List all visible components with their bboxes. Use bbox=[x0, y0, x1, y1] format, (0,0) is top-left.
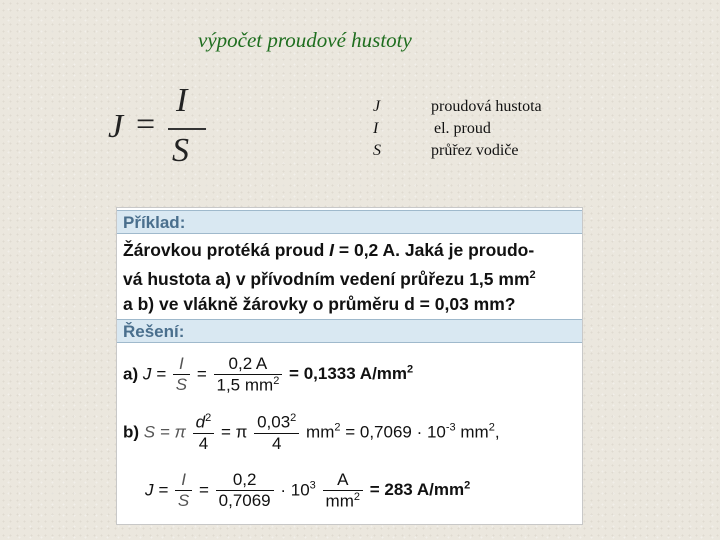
example-header-label: Příklad: bbox=[123, 213, 186, 232]
formula-equals: = bbox=[136, 106, 156, 143]
numerator: 0,2 bbox=[232, 470, 257, 490]
exponent: 2 bbox=[205, 412, 212, 424]
formula-lhs: J bbox=[108, 108, 124, 145]
current-density-formula bbox=[108, 82, 218, 178]
result-c bbox=[370, 480, 470, 499]
numerator: 0,03 bbox=[257, 412, 291, 432]
eq-lhs: J = bbox=[145, 480, 169, 500]
exponent: 2 bbox=[488, 421, 495, 434]
result-b: = 0,7069 · 10 bbox=[345, 422, 446, 442]
legend-symbol: S bbox=[373, 142, 381, 159]
exponent: 3 bbox=[309, 479, 316, 492]
legend-meaning: průřez vodiče bbox=[431, 142, 519, 159]
part-label: a) bbox=[215, 268, 231, 289]
exponent: 2 bbox=[529, 269, 536, 281]
numerator: 0,2 A bbox=[228, 354, 268, 373]
example-line bbox=[123, 263, 581, 292]
fraction bbox=[323, 470, 363, 512]
textbook-example-panel bbox=[116, 207, 583, 525]
fraction bbox=[214, 354, 283, 396]
solution-equation-b bbox=[123, 412, 500, 454]
solution-header bbox=[117, 319, 582, 343]
unit: mm bbox=[455, 422, 489, 442]
text: a bbox=[123, 293, 138, 314]
exponent: -3 bbox=[445, 421, 456, 434]
part-label: b) bbox=[123, 422, 140, 442]
formula-numerator: I bbox=[176, 82, 188, 119]
legend-meaning: el. proud bbox=[434, 120, 491, 137]
unit: mm bbox=[306, 422, 335, 442]
legend-symbol: I bbox=[373, 120, 379, 137]
eq-lhs: J = bbox=[142, 364, 167, 384]
legend-meaning: proudová hustota bbox=[431, 98, 542, 115]
fraction bbox=[173, 354, 190, 395]
example-text bbox=[123, 238, 581, 317]
text: ve vlákně žárovky o průměru d = 0,03 mm? bbox=[154, 293, 516, 314]
denominator: S bbox=[173, 374, 190, 395]
equals-pi: = π bbox=[220, 422, 248, 442]
fraction bbox=[216, 470, 274, 511]
text: = 0,2 A. Jaká je proudo- bbox=[334, 240, 535, 260]
slide-title: výpočet proudové hustoty bbox=[198, 28, 412, 52]
eq-lhs: S = π bbox=[143, 422, 186, 442]
text: vá hustota bbox=[123, 268, 216, 289]
equals: = bbox=[196, 364, 207, 384]
exponent: 2 bbox=[464, 479, 471, 492]
variable: I bbox=[329, 240, 335, 260]
denominator: 1,5 mm bbox=[216, 375, 274, 395]
result-text: = 0,1333 A/mm bbox=[289, 364, 408, 384]
numerator: d bbox=[195, 412, 206, 432]
result-a bbox=[289, 364, 413, 383]
text: Žárovkou protéká proud bbox=[123, 240, 330, 260]
example-line bbox=[123, 292, 581, 317]
solution-equation-a bbox=[123, 354, 413, 396]
numerator: A bbox=[337, 470, 349, 489]
legend-symbol: J bbox=[373, 98, 381, 115]
fraction bbox=[254, 412, 299, 454]
denominator: 0,7069 bbox=[216, 490, 274, 511]
solution-equation-c bbox=[145, 470, 470, 512]
exponent: 2 bbox=[273, 375, 280, 387]
numerator: I bbox=[181, 470, 186, 490]
denominator: 4 bbox=[193, 433, 215, 454]
denominator: mm bbox=[325, 491, 354, 511]
part-label: b) bbox=[137, 293, 155, 314]
punctuation: , bbox=[494, 422, 500, 442]
formula-denominator: S bbox=[172, 132, 189, 169]
denominator: 4 bbox=[254, 433, 299, 454]
example-header bbox=[117, 210, 582, 234]
denominator: S bbox=[175, 490, 192, 511]
exponent: 2 bbox=[334, 421, 341, 434]
fraction-bar bbox=[168, 128, 206, 130]
exponent: 2 bbox=[353, 491, 360, 503]
fraction bbox=[193, 412, 215, 454]
numerator: I bbox=[179, 354, 184, 374]
equals: = bbox=[198, 480, 209, 500]
fraction bbox=[175, 470, 192, 511]
multiplier: · 10 bbox=[280, 480, 310, 500]
example-line bbox=[123, 238, 581, 263]
solution-header-label: Řešení: bbox=[123, 322, 185, 341]
exponent: 2 bbox=[407, 363, 414, 376]
result-text: = 283 A/mm bbox=[369, 480, 465, 500]
text: v přívodním vedení průřezu 1,5 mm bbox=[230, 268, 530, 289]
part-label: a) bbox=[123, 364, 139, 384]
exponent: 2 bbox=[290, 412, 297, 424]
